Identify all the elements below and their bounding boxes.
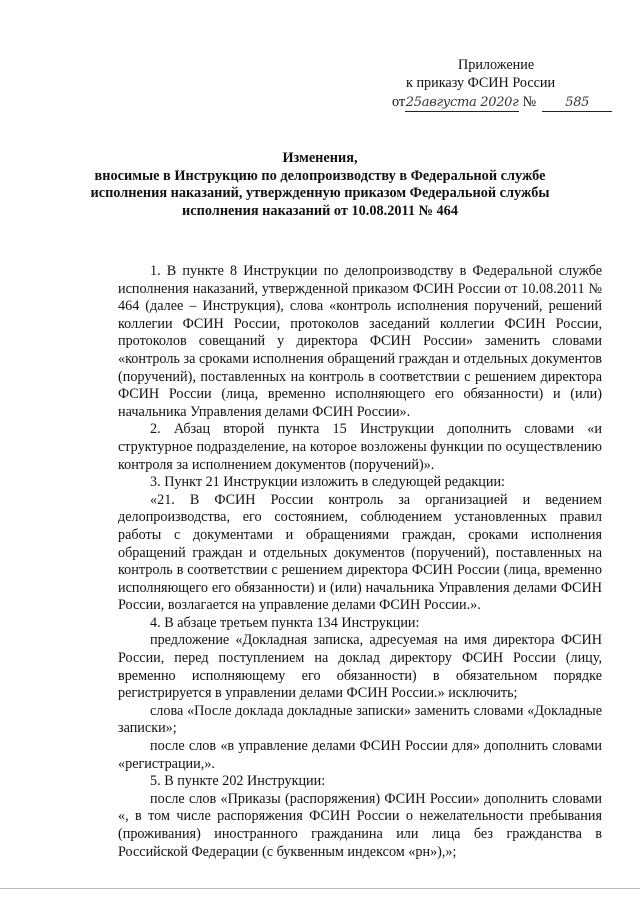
- paragraph-1: 1. В пункте 8 Инструкции по делопроизводству в Федеральной службе исполнения наказаний, утвержденной приказом ФСИН России от 10.08.2011 № 464 (далее – Инструкция), слова «контроль исполнения поручений, решений коллегии ФСИН России, протоколов заседаний коллегии ФСИН России, протоколов совещаний у директора ФСИН России» заменить словами «контроль за сроками исполнения обращений граждан и отдельных документов (поручений), поставленных на контроль в соответствии с решением директора ФСИН России (лица, временно исполняющего его обязанности) и (или) начальника Управления делами ФСИН России».: [118, 263, 602, 420]
- order-number: 585: [542, 95, 612, 112]
- appendix-block: [392, 56, 602, 112]
- appendix-label: Приложение: [458, 57, 535, 73]
- order-reference: к приказу ФСИН России: [406, 75, 556, 91]
- paragraph-10: после слов «Приказы (распоряжения) ФСИН России» дополнить словами «, в том числе распоряжения ФСИН России о нежелательности пребывания (проживания) иностранного гражданина или лица без гражданства в Российской Федерации (с буквенным индексом «рн»),»;: [118, 790, 602, 860]
- title-heading: Изменения,: [282, 150, 358, 166]
- document-body: [118, 263, 602, 861]
- document-title: [80, 150, 560, 220]
- date-number-line: [392, 93, 602, 112]
- order-date: 25августа 2020г: [405, 95, 519, 110]
- paragraph-3: 3. Пункт 21 Инструкции изложить в следующей редакции:: [150, 474, 505, 491]
- paragraph-8: после слов «в управление делами ФСИН России для» дополнить словами «регистрации,».: [118, 738, 602, 772]
- number-prefix: №: [522, 94, 537, 110]
- paragraph-2: 2. Абзац второй пункта 15 Инструкции дополнить словами «и структурное подразделение, на которое возложены функции по осуществлению контроля за исполнением документов (поручений)».: [118, 421, 602, 473]
- title-subheading: вносимые в Инструкцию по делопроизводству в Федеральной службе исполнения наказаний, утвержденную приказом Федеральной службы исполнения наказаний от 10.08.2011 № 464: [90, 167, 550, 219]
- paragraph-7: слова «После доклада докладные записки» заменить словами «Докладные записки»;: [118, 702, 602, 737]
- paragraph-6: предложение «Докладная записка, адресуемая на имя директора ФСИН России, перед поступлением на доклад директору ФСИН России (лицу, временно исполняющему его обязанности) в обязательном порядке регистрируется в управлении делами ФСИН России.» исключить;: [118, 632, 602, 702]
- paragraph-5: 4. В абзаце третьем пункта 134 Инструкции:: [150, 614, 420, 631]
- paragraph-4: «21. В ФСИН России контроль за организацией и ведением делопроизводства, его состоянием, соблюдением установленных правил работы с документами и обращениями граждан, сроками исполнения обращений граждан и отдельных документов (поручений), поставленных на контроль в соответствии с решением директора ФСИН России (лица, временно исполняющего его обязанности) и (или) начальника Управления делами ФСИН России, возлагается на управление делами ФСИН России.».: [118, 491, 602, 614]
- scan-edge-divider: [0, 888, 640, 889]
- date-prefix: от: [392, 94, 406, 110]
- paragraph-9: 5. В пункте 202 Инструкции:: [150, 773, 326, 790]
